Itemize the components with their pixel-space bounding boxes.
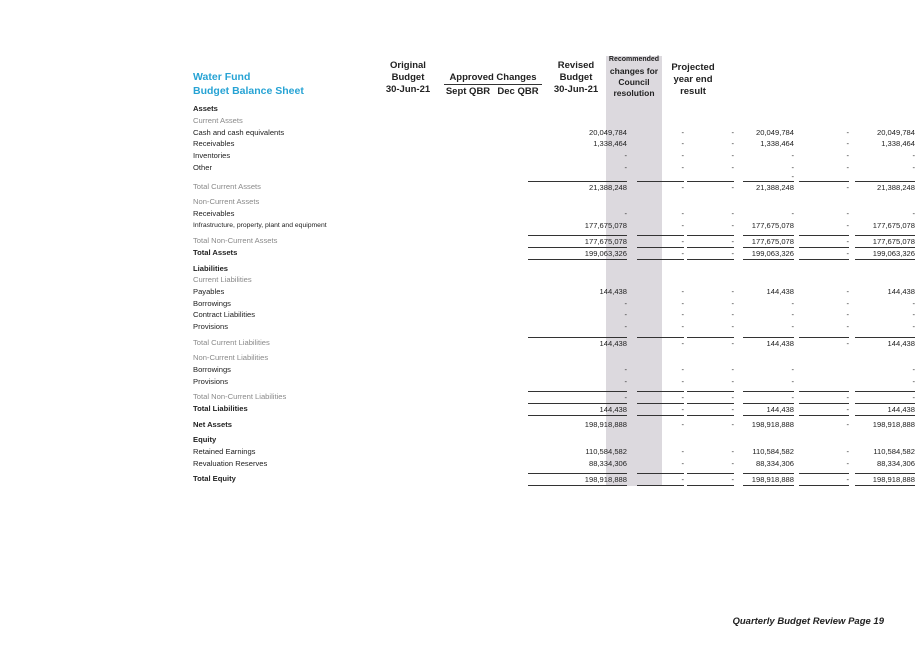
row-net-assets: Net Assets 198,918,888 - - 198,918,888 - 198,918,888 [193,420,915,429]
recommended-header-top: Recommended [608,56,660,63]
projected-header: Projected year end result [671,62,715,97]
approved-changes-underline [444,84,542,85]
row-total-assets: Total Assets 199,063,326 - - 199,063,326 - 199,063,326 [193,248,915,258]
row-contract-liabilities: Contract Liabilities - - - - - - [193,310,915,319]
row-provisions: Provisions - - - - - - [193,322,915,331]
row-total-current-liabilities: Total Current Liabilities 144,438 - - 144,438 - 144,438 [193,338,915,348]
dec-qbr-header: Dec QBR [497,86,539,97]
row-total-equity: Total Equity 198,918,888 - - 198,918,888 - 198,918,888 [193,474,915,484]
subsection-non-current-assets: Non-Current Assets [193,197,260,206]
row-nc-receivables: Receivables - - - - - - [193,209,915,218]
row-inventories: Inventories - - - - - - [193,151,915,160]
page-footer: Quarterly Budget Review Page 19 [732,616,884,627]
row-infrastructure: Infrastructure, property, plant and equipment 177,675,078 - - 177,675,078 - 177,675,078 [193,221,915,230]
approved-changes-header: Approved Changes [449,72,537,83]
row-receivables: Receivables 1,338,464 - - 1,338,464 - 1,338,464 [193,139,915,148]
row-nc-provisions: Provisions - - - - - [193,377,915,386]
section-liabilities: Liabilities [193,264,229,273]
row-payables: Payables 144,438 - - 144,438 - 144,438 [193,287,915,296]
row-total-non-current-liabilities: Total Non-Current Liabilities - - - - - - [193,392,915,402]
subsection-current-assets: Current Assets [193,116,243,125]
row-revaluation-reserves: Revaluation Reserves 88,334,306 - - 88,334,306 - 88,334,306 [193,459,915,468]
sheet-title: Budget Balance Sheet [193,85,304,97]
subsection-current-liabilities: Current Liabilities [193,275,252,284]
recommended-header: changes for Council resolution [609,66,659,98]
row-total-liabilities: Total Liabilities 144,438 - - 144,438 - 144,438 [193,404,915,414]
section-equity: Equity [193,435,217,444]
section-assets: Assets [193,104,218,113]
sept-qbr-header: Sept QBR [445,86,491,97]
row-total-non-current-assets: Total Non-Current Assets 177,675,078 - - 177,675,078 - 177,675,078 [193,236,915,246]
row-borrowings: Borrowings - - - - - - [193,299,915,308]
fund-title: Water Fund [193,71,251,83]
subsection-non-current-liabilities: Non-Current Liabilities [193,353,269,362]
row-cash: Cash and cash equivalents 20,049,784 - - 20,049,784 - 20,049,784 [193,128,915,137]
row-nc-borrowings: Borrowings - - - - - [193,365,915,374]
row-retained-earnings: Retained Earnings 110,584,582 - - 110,584,582 - 110,584,582 [193,447,915,456]
original-budget-header: Original Budget 30-Jun-21 [385,60,431,95]
row-total-current-assets: Total Current Assets 21,388,248 - - 21,388,248 - 21,388,248 [193,182,915,192]
revised-budget-header: Revised Budget 30-Jun-21 [553,60,599,95]
row-other-extra: - [791,172,794,181]
row-other: Other - - - - - - [193,163,915,172]
